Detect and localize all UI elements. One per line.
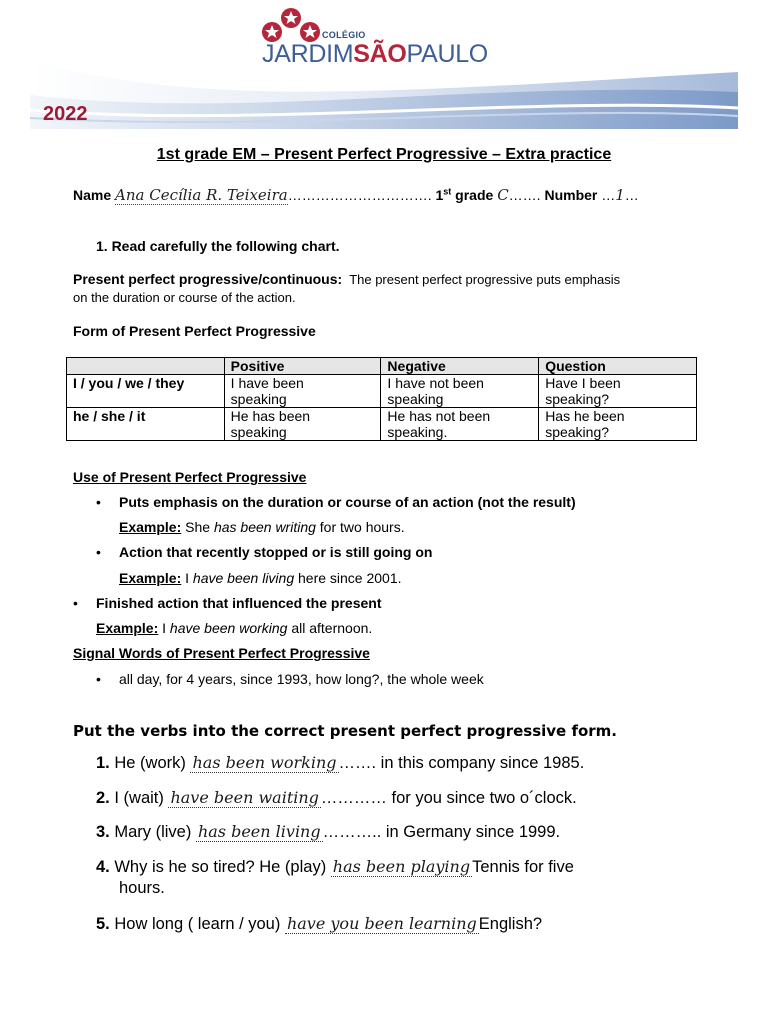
exercise-prompt: I (wait)	[114, 789, 164, 807]
table-header-positive: Positive	[224, 358, 381, 375]
name-value: Ana Cecília R. Teixeira	[115, 186, 288, 204]
bullet-icon: •	[96, 494, 101, 510]
definition-text-2: on the duration or course of the action.	[73, 290, 296, 305]
use-example-2	[119, 570, 402, 586]
table-header-row	[67, 358, 697, 375]
grade-dots: …….	[508, 187, 541, 203]
table-cell-subject: I / you / we / they	[67, 375, 225, 408]
exercise-answer[interactable]: has been working	[192, 753, 337, 772]
example-label: Example:	[96, 620, 159, 636]
use-example-1	[119, 519, 405, 535]
exercise-number: 3.	[96, 823, 110, 841]
year-label: 2022	[43, 103, 88, 125]
logo-text-part1: JARDIM	[262, 40, 354, 68]
exercise-answer[interactable]: has been playing	[332, 857, 471, 876]
bullet-icon: •	[96, 544, 101, 560]
table-cell-question	[539, 375, 697, 408]
grade-prefix: 1	[435, 187, 444, 203]
exercise-item-2	[96, 788, 577, 808]
header-wave	[0, 0, 768, 140]
exercise-item-4-line2: hours.	[119, 879, 165, 897]
table-cell-negative	[381, 408, 539, 441]
exercise-number: 5.	[96, 915, 110, 933]
example-label: Example:	[119, 519, 182, 535]
school-logo	[262, 40, 488, 69]
cell-line: He has not been	[387, 408, 491, 424]
exercise-answer[interactable]: have been waiting	[170, 788, 319, 807]
name-dots: ………………………….	[287, 187, 432, 203]
exercise-heading: Put the verbs into the correct present perfect progressive form.	[73, 722, 618, 740]
instruction-1: 1. Read carefully the following chart.	[96, 238, 340, 254]
exercise-prompt: He (work)	[114, 754, 186, 772]
logo-subtitle: COLÉGIO	[322, 30, 366, 40]
cell-line: Has he been	[545, 408, 625, 424]
cell-line: speaking?	[545, 424, 610, 440]
cell-line: He has been	[230, 408, 311, 424]
exercise-tail: English?	[478, 915, 543, 933]
number-dots: …	[601, 187, 616, 203]
example-pre: She	[185, 519, 214, 535]
grade-value: C	[497, 186, 509, 204]
student-info-line	[73, 186, 639, 204]
exercise-tail: ……….. in Germany since 1999.	[322, 823, 561, 841]
exercise-number: 4.	[96, 858, 110, 876]
exercise-answer[interactable]: have you been learning	[286, 914, 477, 933]
example-pre: I	[185, 570, 193, 586]
page-header	[0, 0, 768, 140]
use-example-3	[96, 620, 372, 636]
grade-sup: st	[443, 186, 452, 197]
exercise-answer[interactable]: has been living	[197, 822, 321, 841]
exercise-prompt: Mary (live)	[114, 823, 192, 841]
logo-text-part3: PAULO	[406, 40, 488, 68]
use-heading: Use of Present Perfect Progressive	[73, 469, 307, 485]
example-verb: have been working	[169, 620, 288, 636]
use-rule: Action that recently stopped or is still going on	[119, 544, 433, 560]
cell-line: I have been	[230, 375, 304, 391]
definition-block	[73, 270, 693, 307]
exercise-number: 1.	[96, 754, 110, 772]
cell-line: speaking	[230, 391, 287, 407]
exercise-item-1	[96, 753, 584, 773]
form-heading: Form of Present Perfect Progressive	[73, 323, 316, 339]
cell-line: speaking.	[387, 424, 448, 440]
cell-line: I have not been	[387, 375, 484, 391]
definition-text-1: The present perfect progressive puts emphasis	[349, 272, 621, 287]
example-post: here since 2001.	[294, 570, 402, 586]
table-header-subject	[67, 358, 225, 375]
table-row	[67, 408, 697, 441]
logo-text-part2: SÃO	[353, 40, 407, 68]
exercise-prompt: Why is he so tired? He (play)	[114, 858, 327, 876]
number-value: 1	[615, 186, 625, 204]
example-verb: has been writing	[213, 519, 316, 535]
example-verb: have been living	[192, 570, 295, 586]
signal-words: all day, for 4 years, since 1993, how long?, the whole week	[119, 671, 484, 687]
bullet-icon: •	[96, 671, 101, 687]
table-header-negative: Negative	[381, 358, 539, 375]
use-rule: Puts emphasis on the duration or course of an action (not the result)	[119, 494, 576, 510]
table-row	[67, 375, 697, 408]
table-cell-positive	[224, 375, 381, 408]
example-pre: I	[162, 620, 170, 636]
number-dots-end: …	[624, 187, 639, 203]
page-title: 1st grade EM – Present Perfect Progressive – Extra practice	[156, 146, 612, 163]
example-label: Example:	[119, 570, 182, 586]
table-cell-question	[539, 408, 697, 441]
exercise-item-4	[96, 857, 574, 877]
definition-label: Present perfect progressive/continuous:	[73, 271, 343, 287]
table-cell-negative	[381, 375, 539, 408]
use-rule: Finished action that influenced the present	[96, 595, 382, 611]
exercise-tail: ………… for you since two o´clock.	[320, 789, 577, 807]
exercise-prompt: How long ( learn / you)	[114, 915, 281, 933]
cell-line: speaking?	[545, 391, 610, 407]
exercise-tail: Tennis for five	[472, 858, 574, 876]
exercise-tail: ……. in this company since 1985.	[338, 754, 585, 772]
example-post: for two hours.	[315, 519, 405, 535]
cell-line: speaking	[230, 424, 287, 440]
number-label: Number	[544, 187, 598, 203]
form-table	[66, 357, 697, 441]
exercise-item-5	[96, 914, 542, 934]
exercise-number: 2.	[96, 789, 110, 807]
logo-stars-icon	[258, 6, 324, 44]
cell-line: Have I been	[545, 375, 621, 391]
table-header-question: Question	[539, 358, 697, 375]
grade-label: grade	[455, 187, 494, 203]
signal-heading: Signal Words of Present Perfect Progressive	[73, 645, 370, 661]
example-post: all afternoon.	[287, 620, 373, 636]
cell-line: speaking	[387, 391, 444, 407]
exercise-item-3	[96, 822, 560, 842]
bullet-icon: •	[73, 595, 78, 611]
name-label: Name	[73, 187, 112, 203]
table-cell-subject: he / she / it	[67, 408, 225, 441]
table-cell-positive	[224, 408, 381, 441]
